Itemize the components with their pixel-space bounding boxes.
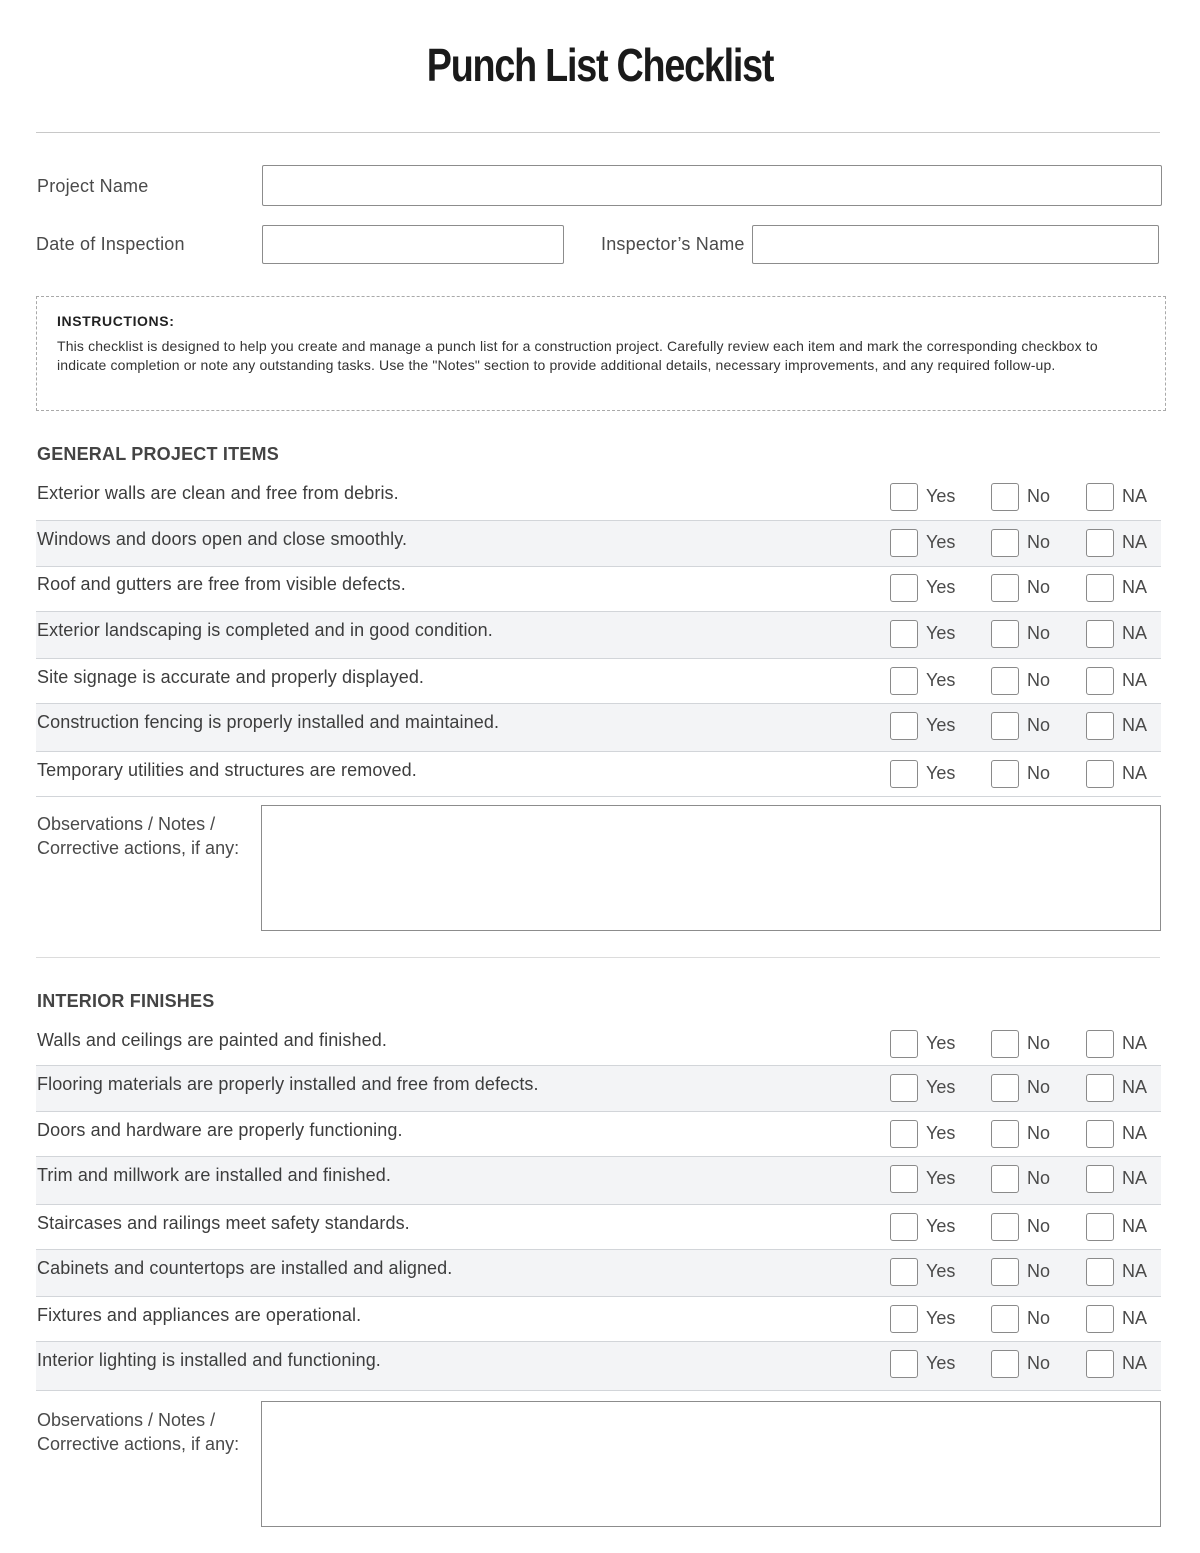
no-checkbox[interactable] [991,1120,1019,1148]
yes-label: Yes [926,1308,956,1328]
inspector-name-label: Inspector’s Name [601,234,745,254]
checklist-item-text: Walls and ceilings are painted and finished. [37,1030,387,1050]
no-label: No [1027,577,1051,597]
no-checkbox[interactable] [991,1213,1019,1241]
na-label: NA [1122,623,1148,643]
checklist-row [36,704,1161,752]
checklist-item-text: Exterior landscaping is completed and in good condition. [37,620,493,640]
checklist-row [36,1250,1161,1297]
no-label: No [1027,715,1051,735]
checklist-row [36,1342,1161,1391]
checklist-row [36,1112,1161,1157]
yes-checkbox[interactable] [890,574,918,602]
no-label: No [1027,1261,1051,1281]
yes-checkbox[interactable] [890,1120,918,1148]
checklist-item-text: Cabinets and countertops are installed and aligned. [37,1258,453,1278]
checklist-row [36,752,1161,797]
na-label: NA [1122,715,1148,735]
checklist-item-text: Windows and doors open and close smoothly. [37,529,408,549]
na-checkbox[interactable] [1086,712,1114,740]
project-name-label: Project Name [37,176,149,196]
na-checkbox[interactable] [1086,1074,1114,1102]
na-checkbox[interactable] [1086,760,1114,788]
yes-checkbox[interactable] [890,1350,918,1378]
page-title: Punch List Checklist [426,39,774,91]
date-of-inspection-label: Date of Inspection [36,234,185,254]
yes-label: Yes [926,1353,956,1373]
no-checkbox[interactable] [991,1030,1019,1058]
na-checkbox[interactable] [1086,1258,1114,1286]
checklist-item-text: Site signage is accurate and properly displayed. [37,667,425,687]
checklist-row [36,1205,1161,1250]
checklist-row [36,1066,1161,1112]
no-checkbox[interactable] [991,529,1019,557]
na-checkbox[interactable] [1086,620,1114,648]
yes-label: Yes [926,623,956,643]
no-checkbox[interactable] [991,712,1019,740]
notes-label-general: Observations / Notes / Corrective actions, if any: [37,814,240,858]
no-checkbox[interactable] [991,1165,1019,1193]
na-label: NA [1122,1353,1148,1373]
no-checkbox[interactable] [991,483,1019,511]
no-checkbox[interactable] [991,1305,1019,1333]
na-label: NA [1122,486,1148,506]
checklist-item-text: Fixtures and appliances are operational. [37,1305,362,1325]
instructions-text: This checklist is designed to help you create and manage a punch list for a construction project. Carefully review each item and mark the corresponding checkbox to indicate completion or note any outstanding tasks. Use the "Notes" section to provide additional details, necessary improvements, and any required follow-up. [57,338,1098,373]
no-checkbox[interactable] [991,620,1019,648]
na-checkbox[interactable] [1086,574,1114,602]
checklist-item-text: Trim and millwork are installed and finished. [37,1165,391,1185]
na-label: NA [1122,532,1148,552]
checklist-item-text: Doors and hardware are properly functioning. [37,1120,403,1140]
yes-checkbox[interactable] [890,1074,918,1102]
checklist-item-text: Temporary utilities and structures are removed. [37,760,417,780]
checklist-row [36,1297,1161,1342]
checklist-row [36,475,1161,521]
yes-checkbox[interactable] [890,1165,918,1193]
no-checkbox[interactable] [991,1074,1019,1102]
checklist-item-text: Interior lighting is installed and functioning. [37,1350,381,1370]
notes-label-interior: Observations / Notes / Corrective actions, if any: [37,1410,240,1454]
checklist-row [36,1157,1161,1205]
yes-label: Yes [926,1123,956,1143]
checklist-row [36,521,1161,567]
yes-checkbox[interactable] [890,620,918,648]
no-label: No [1027,1033,1051,1053]
na-checkbox[interactable] [1086,1120,1114,1148]
project-name-input[interactable] [262,165,1162,206]
na-checkbox[interactable] [1086,1213,1114,1241]
section-heading-general: GENERAL PROJECT ITEMS [37,444,279,464]
na-label: NA [1122,1033,1148,1053]
yes-checkbox[interactable] [890,712,918,740]
no-checkbox[interactable] [991,1350,1019,1378]
na-label: NA [1122,1308,1148,1328]
na-checkbox[interactable] [1086,1030,1114,1058]
checklist-row [36,1022,1161,1066]
na-label: NA [1122,577,1148,597]
yes-label: Yes [926,532,956,552]
yes-label: Yes [926,1168,956,1188]
no-checkbox[interactable] [991,574,1019,602]
na-checkbox[interactable] [1086,529,1114,557]
no-label: No [1027,1077,1051,1097]
yes-label: Yes [926,763,956,783]
yes-checkbox[interactable] [890,1213,918,1241]
na-checkbox[interactable] [1086,1305,1114,1333]
yes-checkbox[interactable] [890,1305,918,1333]
na-checkbox[interactable] [1086,667,1114,695]
na-checkbox[interactable] [1086,1350,1114,1378]
checklist-item-text: Staircases and railings meet safety standards. [37,1213,410,1233]
inspector-name-input[interactable] [752,225,1159,264]
yes-label: Yes [926,715,956,735]
yes-checkbox[interactable] [890,529,918,557]
yes-checkbox[interactable] [890,483,918,511]
no-label: No [1027,1353,1051,1373]
no-checkbox[interactable] [991,1258,1019,1286]
yes-label: Yes [926,1261,956,1281]
section-divider [36,957,1160,958]
na-checkbox[interactable] [1086,483,1114,511]
no-checkbox[interactable] [991,760,1019,788]
title-divider [36,132,1160,133]
na-checkbox[interactable] [1086,1165,1114,1193]
instructions-box [36,296,1166,411]
yes-label: Yes [926,1216,956,1236]
yes-label: Yes [926,1033,956,1053]
checklist-item-text: Flooring materials are properly installed and free from defects. [37,1074,539,1094]
no-label: No [1027,486,1051,506]
na-label: NA [1122,1123,1148,1143]
date-of-inspection-input[interactable] [262,225,564,264]
yes-checkbox[interactable] [890,1258,918,1286]
checklist-row [36,612,1161,659]
section-heading-interior: INTERIOR FINISHES [37,991,215,1011]
yes-label: Yes [926,1077,956,1097]
notes-input-interior[interactable] [261,1401,1161,1527]
no-label: No [1027,670,1051,690]
no-label: No [1027,1308,1051,1328]
no-label: No [1027,1216,1051,1236]
no-checkbox[interactable] [991,667,1019,695]
checklist-item-text: Construction fencing is properly installed and maintained. [37,712,500,732]
checklist-row [36,566,1161,612]
na-label: NA [1122,1077,1148,1097]
yes-checkbox[interactable] [890,760,918,788]
yes-label: Yes [926,577,956,597]
na-label: NA [1122,1261,1148,1281]
na-label: NA [1122,763,1148,783]
yes-checkbox[interactable] [890,1030,918,1058]
no-label: No [1027,1123,1051,1143]
yes-label: Yes [926,486,956,506]
no-label: No [1027,763,1051,783]
na-label: NA [1122,670,1148,690]
checklist-item-text: Roof and gutters are free from visible defects. [37,574,406,594]
instructions-heading: INSTRUCTIONS: [57,313,175,329]
checklist-row [36,659,1161,704]
na-label: NA [1122,1168,1148,1188]
no-label: No [1027,1168,1051,1188]
na-label: NA [1122,1216,1148,1236]
yes-checkbox[interactable] [890,667,918,695]
no-label: No [1027,532,1051,552]
yes-label: Yes [926,670,956,690]
no-label: No [1027,623,1051,643]
notes-input-general[interactable] [261,805,1161,931]
checklist-item-text: Exterior walls are clean and free from debris. [37,483,399,503]
